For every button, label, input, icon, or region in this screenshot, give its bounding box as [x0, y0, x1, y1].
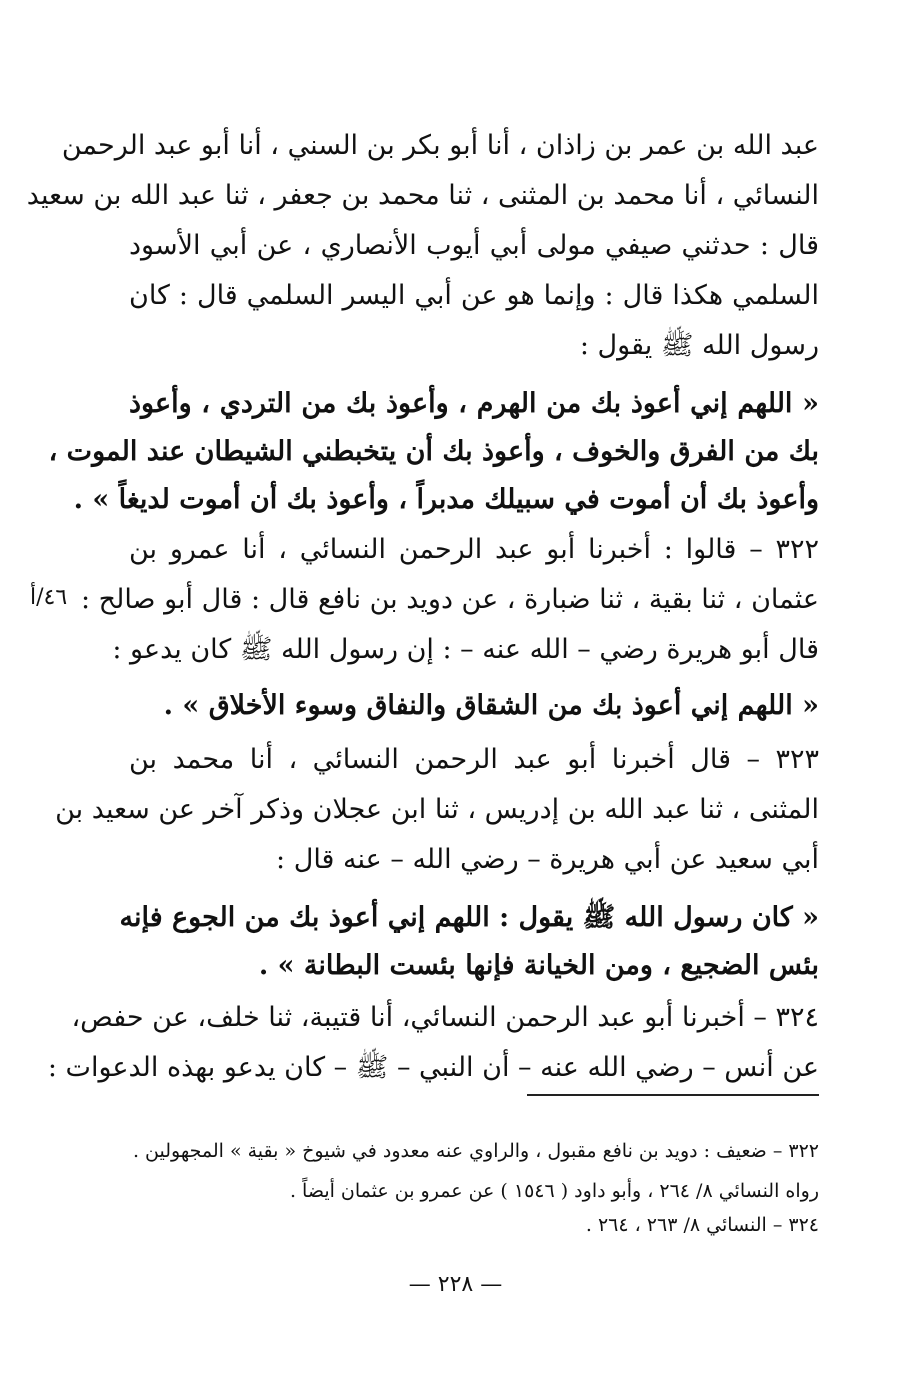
hadith-323-text-line-1: « كان رسول الله ﷺ يقول : اللهم إني أعوذ بك من الجوع فإنه [119, 902, 819, 933]
footnote-322-line-1: ٣٢٢ – ضعيف : دويد بن نافع مقبول ، والراوي عنه معدود في شيوخ « بقية » المجهولين . [132, 1140, 819, 1162]
footnote-322-line-2: رواه النسائي ٨/ ٢٦٤ ، وأبو داود ( ١٥٤٦ ) عن عمرو بن عثمان أيضاً . [289, 1180, 819, 1202]
hadith-text-line-1: « اللهم إني أعوذ بك من الهرم ، وأعوذ بك من التردي ، وأعوذ [129, 388, 819, 419]
hadith-324-isnad-line-2: عن أنس – رضي الله عنه – أن النبي – ﷺ – كان يدعو بهذه الدعوات : [47, 1052, 819, 1083]
hadith-323-isnad-line-1: ٣٢٣ – قال أخبرنا أبو عبد الرحمن النسائي ، أنا محمد بن [129, 744, 819, 775]
hadith-text-line-2: بك من الفرق والخوف ، وأعوذ بك أن يتخبطني الشيطان عند الموت ، [48, 436, 819, 467]
hadith-323-isnad-line-3: أبي سعيد عن أبي هريرة – رضي الله – عنه قال : [276, 844, 819, 875]
footnote-divider [527, 1094, 819, 1096]
hadith-text-line-3: وأعوذ بك أن أموت في سبيلك مدبراً ، وأعوذ بك أن أموت لديغاً » . [73, 484, 819, 515]
hadith-323-text-line-2: بئس الضجيع ، ومن الخيانة فإنها بئست البطانة » . [258, 950, 819, 981]
body-line-2: النسائي ، أنا محمد بن المثنى ، ثنا محمد بن جعفر ، ثنا عبد الله بن سعيد [26, 180, 819, 211]
body-line-1: عبد الله بن عمر بن زاذان ، أنا أبو بكر بن السني ، أنا أبو عبد الرحمن [61, 130, 819, 161]
hadith-322-text: « اللهم إني أعوذ بك من الشقاق والنفاق وسوء الأخلاق » . [163, 690, 819, 721]
hadith-323-isnad-line-2: المثنى ، ثنا عبد الله بن إدريس ، ثنا ابن عجلان وذكر آخر عن سعيد بن [55, 794, 819, 825]
body-line-3: قال : حدثني صيفي مولى أبي أيوب الأنصاري ، عن أبي الأسود [129, 230, 819, 261]
hadith-322-isnad-line-1: ٣٢٢ – قالوا : أخبرنا أبو عبد الرحمن النسائي ، أنا عمرو بن [129, 534, 819, 565]
body-line-4: السلمي هكذا قال : وإنما هو عن أبي اليسر السلمي قال : كان [129, 280, 819, 311]
hadith-322-isnad-line-2: عثمان ، ثنا بقية ، ثنا ضبارة ، عن دويد بن نافع قال : قال أبو صالح : [81, 584, 819, 615]
hadith-322-isnad-line-3: قال أبو هريرة رضي – الله عنه – : إن رسول الله ﷺ كان يدعو : [112, 634, 819, 665]
manuscript-folio-marker: ٤٦/أ [30, 585, 68, 610]
footnote-324: ٣٢٤ – النسائي ٨/ ٢٦٣ ، ٢٦٤ . [585, 1214, 819, 1236]
hadith-324-isnad-line-1: ٣٢٤ – أخبرنا أبو عبد الرحمن النسائي، أنا قتيبة، ثنا خلف، عن حفص، [71, 1002, 819, 1033]
body-line-5: رسول الله ﷺ يقول : [579, 330, 819, 361]
page-number: — ٢٢٨ — [408, 1272, 503, 1297]
